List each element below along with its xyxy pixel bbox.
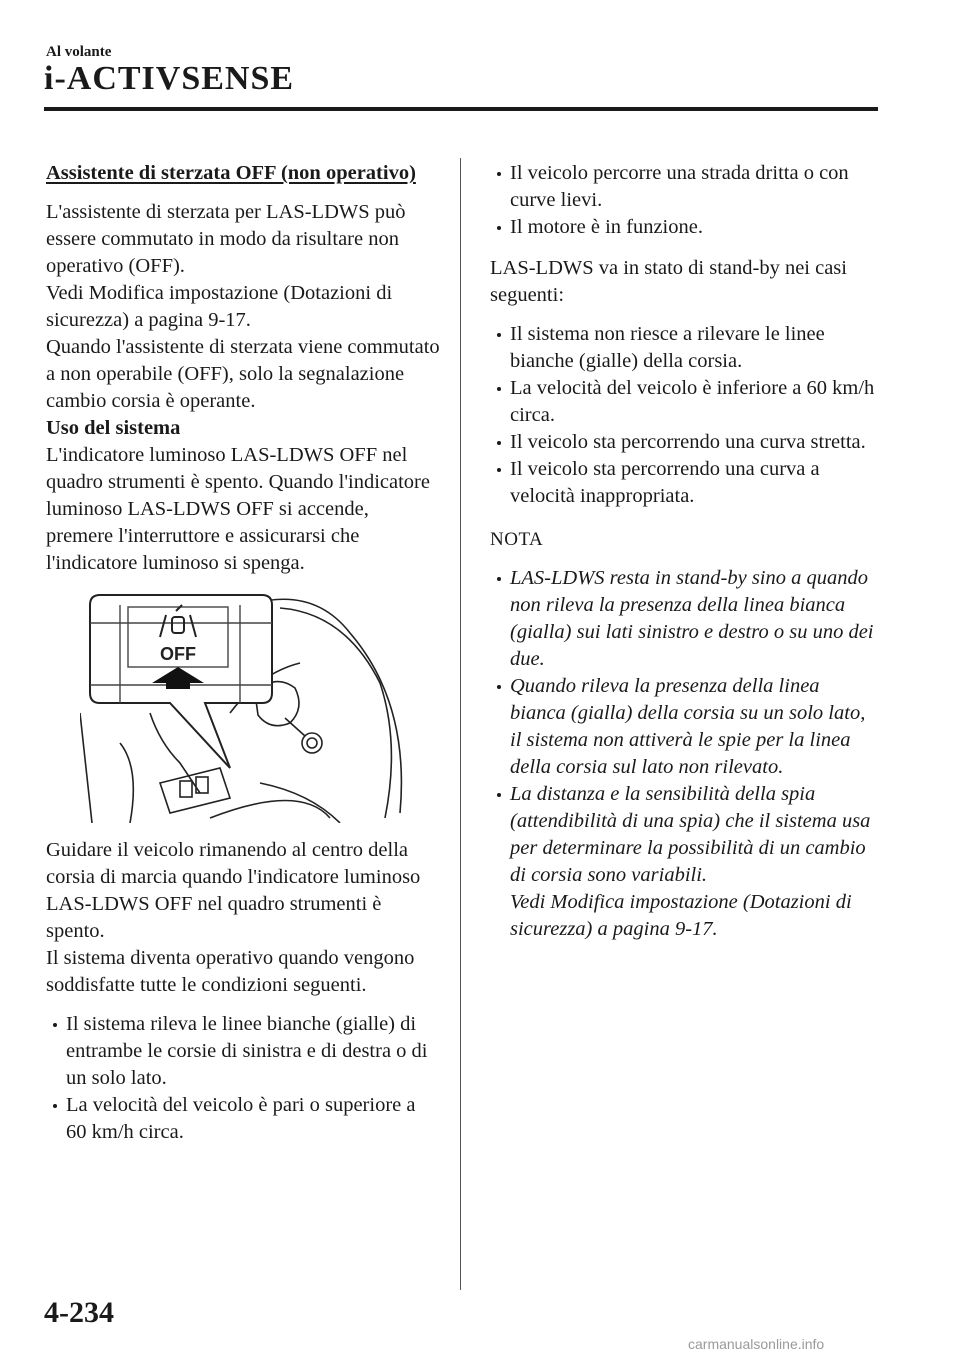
watermark: carmanualsonline.info	[688, 1336, 825, 1352]
guidance-paragraph: Guidare il veicolo rimanendo al centro della corsia di marcia quando l'indicatore luminoso LAS-LDWS OFF nel quadro strumenti è spento.	[46, 839, 421, 942]
usage-paragraph: L'indicatore luminoso LAS-LDWS OFF nel quadro strumenti è spento. Quando l'indicatore luminoso LAS-LDWS OFF si accende, premere l'interruttore e assicurarsi che l'indicatore luminoso si spenga.	[46, 444, 430, 574]
list-item: Il sistema rileva le linee bianche (gialle) di entrambe le corsie di sinistra e di destra o di un solo lato.	[66, 1011, 441, 1092]
conditions-list	[46, 1011, 441, 1146]
nota-list	[490, 565, 880, 943]
page-title: i-ACTIVSENSE	[44, 60, 295, 97]
list-item: La velocità del veicolo è pari o superiore a 60 km/h circa.	[66, 1092, 441, 1146]
list-item: La distanza e la sensibilità della spia (attendibilità di una spia) che il sistema usa per determinare la possibilità di un cambio di corsia sono variabili.	[510, 781, 880, 889]
nota-reference: Vedi Modifica impostazione (Dotazioni di sicurezza) a pagina 9-17.	[510, 891, 852, 940]
list-item: LAS-LDWS resta in stand-by sino a quando non rileva la presenza della linea bianca (gialla) sui lati sinistro e destro o su uno dei due.	[510, 565, 880, 673]
left-column	[46, 160, 441, 1146]
list-item: Quando rileva la presenza della linea bianca (gialla) della corsia su un solo lato, il sistema non attiverà le spie per la linea della corsia sul lato non rilevato.	[510, 673, 880, 781]
switch-illustration	[80, 593, 440, 823]
list-item: Il sistema non riesce a rilevare le linee bianche (gialle) della corsia.	[510, 321, 880, 375]
list-item: Il veicolo sta percorrendo una curva stretta.	[510, 429, 880, 456]
section-label: Al volante	[46, 44, 112, 60]
nota-label: NOTA	[490, 529, 544, 550]
note-paragraph: Quando l'assistente di sterzata viene commutato a non operabile (OFF), solo la segnalazione cambio corsia è operante.	[46, 336, 440, 412]
list-item: Il motore è in funzione.	[510, 214, 880, 241]
intro-paragraph: L'assistente di sterzata per LAS-LDWS può essere commutato in modo da risultare non operativo (OFF).	[46, 201, 406, 277]
section-heading: Assistente di sterzata OFF (non operativo)	[46, 162, 416, 184]
reference-paragraph: Vedi Modifica impostazione (Dotazioni di sicurezza) a pagina 9-17.	[46, 282, 393, 331]
conditions-list-continued	[490, 160, 880, 241]
sub-heading: Uso del sistema	[46, 417, 181, 439]
list-item: Il veicolo percorre una strada dritta o con curve lievi.	[510, 160, 880, 214]
standby-intro: LAS-LDWS va in stato di stand-by nei casi seguenti:	[490, 257, 847, 306]
standby-list	[490, 321, 880, 510]
list-item: Il veicolo sta percorrendo una curva a velocità inappropriata.	[510, 456, 880, 510]
right-column	[490, 160, 880, 943]
list-item: La velocità del veicolo è inferiore a 60 km/h circa.	[510, 375, 880, 429]
operational-paragraph: Il sistema diventa operativo quando vengono soddisfatte tutte le condizioni seguenti.	[46, 947, 415, 996]
off-label: OFF	[160, 644, 196, 664]
page-number: 4-234	[44, 1296, 114, 1329]
column-divider	[460, 158, 461, 1290]
header-divider	[44, 107, 878, 111]
